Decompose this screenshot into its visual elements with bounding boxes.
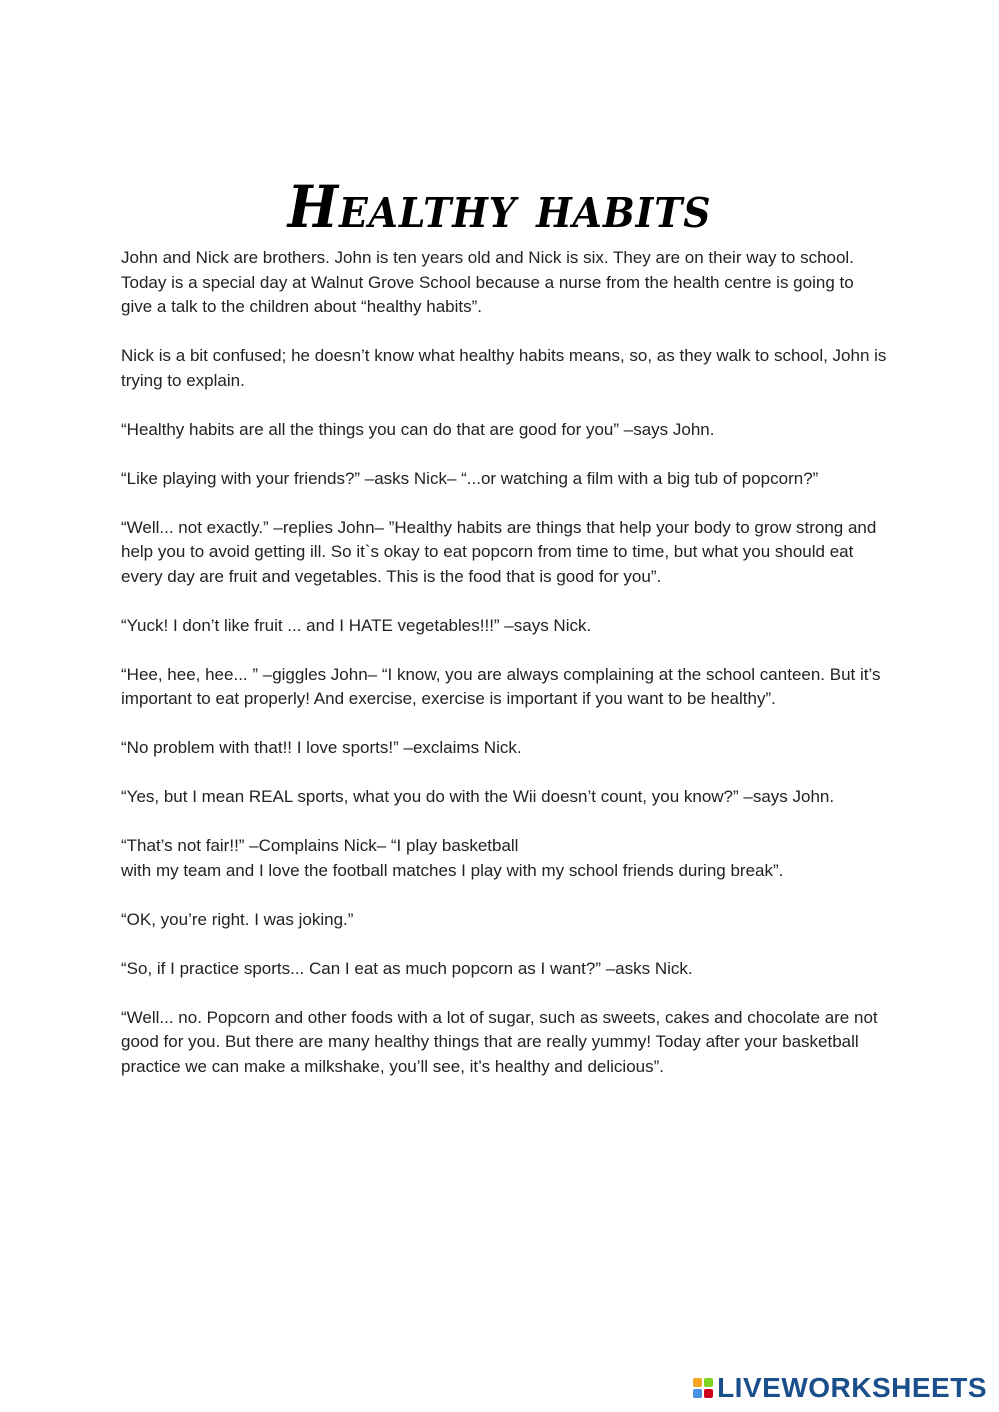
- paragraph: “Well... not exactly.” –replies John– ”Healthy habits are things that help your body to grow strong and help you to avoid getting ill. So it`s okay to eat popcorn from time to time, but what you should eat every day are fruit and vegetables. This is the food that is good for you”.: [121, 517, 877, 586]
- paragraph: “So, if I practice sports... Can I eat as much popcorn as I want?” –asks Nick.: [121, 958, 693, 978]
- logo-mark-square: [693, 1389, 702, 1398]
- page-title: Healthy habits: [287, 172, 712, 241]
- logo-text: LIVEWORKSHEETS: [717, 1372, 987, 1403]
- logo-mark-square: [704, 1378, 713, 1387]
- paragraph: “Well... no. Popcorn and other foods with a lot of sugar, such as sweets, cakes and chocolate are not good for you. But there are many healthy things that are really yummy! Today after your basketball practice we can make a milkshake, you’ll see, it’s healthy and delicious”.: [121, 1007, 878, 1076]
- paragraph: “Healthy habits are all the things you can do that are good for you” –says John.: [121, 419, 715, 439]
- logo-mark-square: [704, 1389, 713, 1398]
- liveworksheets-logo: [693, 1372, 987, 1404]
- paragraph: “No problem with that!! I love sports!” –exclaims Nick.: [121, 738, 522, 757]
- paragraph: “OK, you’re right. I was joking.”: [121, 909, 354, 929]
- paragraph: “Like playing with your friends?” –asks Nick– “...or watching a film with a big tub of popcorn?”: [121, 468, 819, 488]
- paragraph: John and Nick are brothers. John is ten years old and Nick is six. They are on their way to school. Today is a special day at Walnut Grove School because a nurse from the health centre is going to give a talk to the children about “healthy habits”.: [121, 248, 854, 316]
- paragraph: Nick is a bit confused; he doesn’t know what healthy habits means, so, as they walk to school, John is trying to explain.: [121, 346, 887, 390]
- paragraph: “Yuck! I don’t like fruit ... and I HATE vegetables!!!” –says Nick.: [121, 615, 592, 635]
- paragraph: “Yes, but I mean REAL sports, what you do with the Wii doesn’t count, you know?” –says John.: [121, 787, 835, 806]
- logo-mark-icon: [693, 1378, 713, 1398]
- paragraph: “Hee, hee, hee... ” –giggles John– “I know, you are always complaining at the school canteen. But it’s important to eat properly! And exercise, exercise is important if you want to be healthy”.: [121, 664, 881, 708]
- story-body: [121, 246, 889, 1104]
- paragraph: “That’s not fair!!” –Complains Nick– “I play basketball with my team and I love the football matches I play with my school friends during break”.: [121, 836, 784, 880]
- logo-mark-square: [693, 1378, 702, 1387]
